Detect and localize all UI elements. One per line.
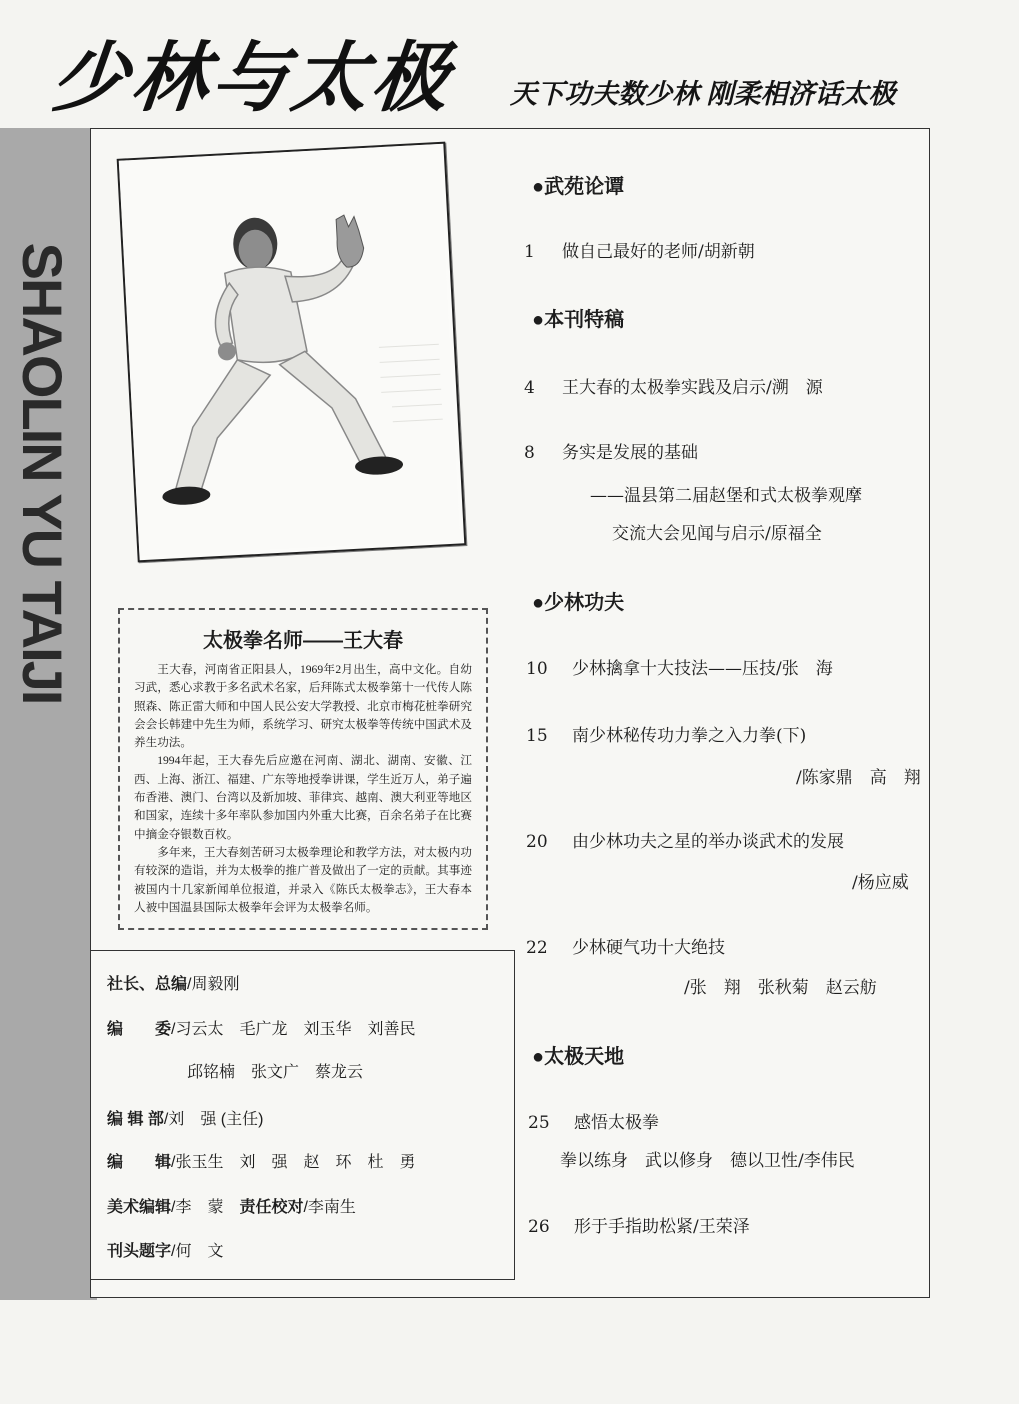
toc-page-number: 22 [526,938,548,958]
toc-title: 做自己最好的老师/胡新朝 [562,242,755,262]
toc-page-number: 15 [526,726,548,746]
staff-value: /李南生 [303,1199,356,1216]
staff-line-editors [107,1149,415,1172]
staff-label: 编 辑 [107,1154,172,1171]
toc-subtitle [590,481,862,506]
staff-label: 刊头题字 [107,1243,172,1260]
toc-item[interactable] [524,438,698,463]
toc-item[interactable] [526,933,725,958]
toc-title: 少林硬气功十大绝技 [572,938,725,958]
toc-item[interactable] [526,827,844,852]
staff-line-committee [107,1016,415,1039]
bio-paragraph: 多年来，王大春刻苦研习太极拳理论和教学方法，对太极内功有较深的造诣，并为太极拳的推广普及做出了一定的贡献。其事迹被国内十几家新闻单位报道，并录入《陈氏太极拳志》，王大春本人被中国温县国际太极拳年会评为太极拳名师。 [134,845,472,914]
staff-value: 邱铭楠 张文广 蔡龙云 [187,1064,364,1081]
toc-subtitle [612,519,822,544]
toc-author-line [852,868,909,893]
toc-title: 感悟太极拳 [574,1113,659,1133]
section-heading: ●少林功夫 [532,592,625,614]
staff-value: /何 文 [171,1243,224,1260]
staff-label: 编 辑 部 [107,1111,164,1128]
master-bio-box [118,608,488,930]
section-heading: ●太极天地 [532,1046,625,1068]
staff-label: 社长、总编 [107,976,188,993]
toc-item[interactable] [524,373,823,398]
staff-box [90,950,515,1280]
toc-page-number: 4 [524,378,535,398]
staff-value: /周毅刚 [187,976,240,993]
staff-line-president [107,971,239,994]
magazine-title: 少林与太极 [47,33,457,122]
staff-line-calligraphy [107,1238,223,1261]
toc-title: 交流大会见闻与启示/原福全 [612,524,822,544]
toc-subtitle [560,1146,855,1171]
section-heading: ●本刊特稿 [532,309,625,331]
toc-title: 南少林秘传功力拳之入力拳(下) [572,726,807,746]
toc-title: ——温县第二届赵堡和式太极拳观摩 [590,486,862,506]
side-band-text: SHAOLIN YU TAIJI [11,242,74,704]
toc-title: 务实是发展的基础 [562,443,698,463]
toc-title: /杨应威 [852,873,909,893]
toc-item[interactable] [526,721,806,746]
toc-title: 拳以练身 武以修身 德以卫性/李伟民 [560,1151,855,1171]
tai-chi-figure-illustration [119,144,460,556]
toc-page-number: 25 [528,1113,550,1133]
toc-author-line [684,973,877,998]
toc-title: 王大春的太极拳实践及启示/溯 源 [562,378,823,398]
toc-title: /陈家鼎 高 翔 [796,768,921,788]
staff-label: 编 委 [107,1021,172,1038]
staff-value: /张玉生 刘 强 赵 环 杜 勇 [171,1154,416,1171]
toc-page-number: 26 [528,1217,550,1237]
toc-author-line [796,763,921,788]
side-band [0,128,97,1300]
staff-line-editorial-dept [107,1106,263,1129]
staff-value: /李 蒙 [171,1199,240,1216]
toc-item[interactable] [528,1108,659,1133]
toc-title: 少林擒拿十大技法——压技/张 海 [572,659,833,679]
staff-label: 美术编辑 [107,1199,172,1216]
toc-page-number: 8 [524,443,535,463]
bio-paragraph: 1994年起，王大春先后应邀在河南、湖北、湖南、安徽、江西、上海、浙江、福建、广东等地授拳讲课，学生近万人，弟子遍布香港、澳门、台湾以及新加坡、菲律宾、越南、澳大利亚等地区和国家，连续十多年率队参加国内外重大比赛，百余名弟子在比赛中摘金夺银数百枚。 [134,754,472,841]
staff-value: /习云太 毛广龙 刘玉华 刘善民 [171,1021,416,1038]
staff-label: 责任校对 [239,1199,304,1216]
bio-title: 太极拳名师——王大春 [203,630,403,652]
magazine-slogan: 天下功夫数少林 刚柔相济话太极 [510,79,896,109]
toc-page-number: 1 [524,242,535,262]
toc-page-number: 10 [526,659,548,679]
staff-line-committee-cont [187,1059,363,1082]
section-heading: ●武苑论谭 [532,176,625,198]
toc-item[interactable] [528,1212,750,1237]
master-photo [117,142,467,563]
toc-item[interactable] [524,237,755,262]
bio-paragraph: 王大春，河南省正阳县人，1969年2月出生，高中文化。自幼习武，悉心求教于多名武术名家，后拜陈式太极拳第十一代传人陈照森、陈正雷大师和中国人民公安大学教授、北京市梅花桩拳研究会会长韩建中先生为师，系统学习、研究太极拳等传统中国武术及养生功法。 [134,663,472,750]
toc-page-number: 20 [526,832,548,852]
toc-title: /张 翔 张秋菊 赵云舫 [684,978,877,998]
staff-value: /刘 强 (主任) [163,1111,264,1128]
staff-line-art-proof [107,1194,356,1217]
toc-title: 形于手指助松紧/王荣泽 [574,1217,750,1237]
toc-title: 由少林功夫之星的举办谈武术的发展 [572,832,844,852]
toc-item[interactable] [526,654,833,679]
